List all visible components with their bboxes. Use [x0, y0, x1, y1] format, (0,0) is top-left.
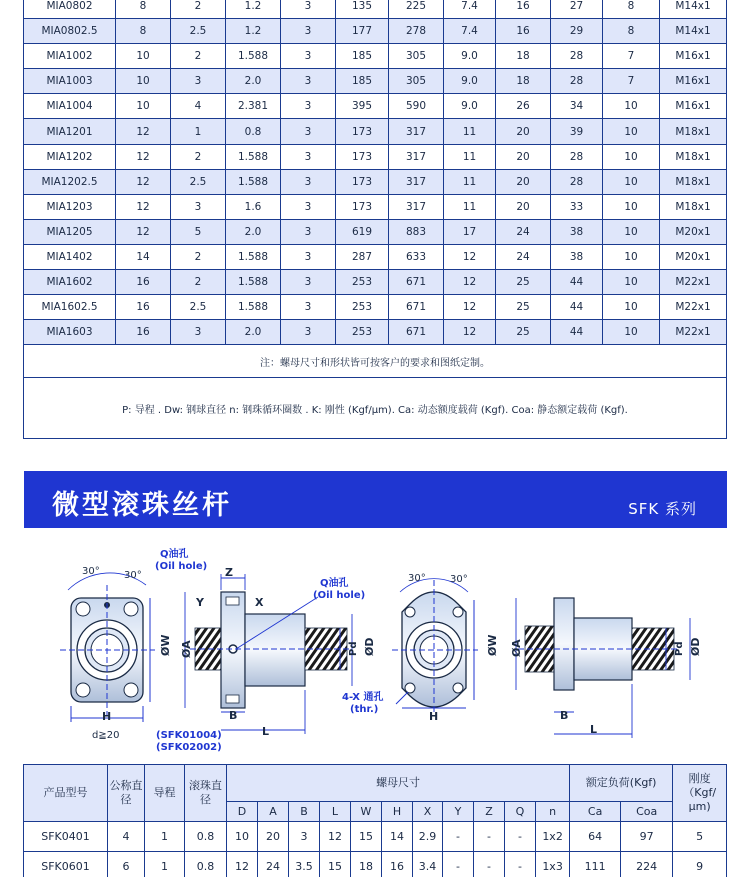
table-cell: MIA1603 — [24, 320, 116, 345]
table-cell: 8 — [603, 19, 660, 44]
col-sub-header: W — [351, 802, 382, 822]
table-cell: 10 — [116, 44, 171, 69]
dim-pd-1: Pd — [348, 641, 359, 656]
table-cell: 8 — [116, 19, 171, 44]
table-cell: M16x1 — [660, 94, 727, 119]
oil-hole-label-cn-2: Q油孔 — [320, 578, 349, 589]
table-cell: 16 — [116, 270, 171, 295]
table-cell: 10 — [603, 219, 660, 244]
table-cell: 317 — [389, 194, 444, 219]
dim-d-1: ØD — [363, 637, 376, 656]
front-view-1 — [60, 573, 155, 722]
table-cell: 671 — [389, 270, 444, 295]
table-cell: 39 — [551, 119, 603, 144]
col-nut-size: 螺母尺寸 — [227, 765, 570, 802]
table-cell: 10 — [603, 119, 660, 144]
table-cell: 1.588 — [226, 295, 281, 320]
dim-pd-2: Pd — [674, 641, 685, 656]
table-cell: 9 — [673, 852, 727, 877]
table-cell: 12 — [227, 852, 258, 877]
col-sub-header: X — [413, 802, 443, 822]
col-sub-header: L — [320, 802, 351, 822]
dim-a-2: ØA — [510, 639, 523, 657]
oil-hole-label-cn: Q油孔 — [160, 549, 189, 560]
col-ball-dia: 滚珠直径 — [185, 765, 227, 822]
table-cell: 2.381 — [226, 94, 281, 119]
table-cell: 1.588 — [226, 270, 281, 295]
table-cell: MIA1402 — [24, 244, 116, 269]
table-cell: M14x1 — [660, 19, 727, 44]
table-row — [24, 94, 727, 119]
table-row — [24, 0, 727, 19]
table-cell: 12 — [444, 270, 496, 295]
table-cell: M20x1 — [660, 244, 727, 269]
table-cell: 12 — [116, 169, 171, 194]
sfk-spec-table — [23, 764, 727, 877]
dim-d-2: ØD — [689, 637, 702, 656]
table-cell: 3 — [281, 94, 336, 119]
table-cell: 10 — [116, 69, 171, 94]
table-cell: 173 — [336, 169, 389, 194]
table-cell: 17 — [444, 219, 496, 244]
table-cell: 8 — [603, 0, 660, 19]
table-cell: 27 — [551, 0, 603, 19]
table-cell: SFK0401 — [24, 822, 108, 852]
table-cell: 2.0 — [226, 320, 281, 345]
table-cell: MIA0802 — [24, 0, 116, 19]
table-row — [24, 19, 727, 44]
table-cell: 0.8 — [185, 822, 227, 852]
angle-label-4: 30° — [450, 574, 468, 585]
table-cell: 25 — [496, 320, 551, 345]
table-cell: 28 — [551, 69, 603, 94]
table-cell: 317 — [389, 119, 444, 144]
table-cell: 12 — [116, 219, 171, 244]
table-cell: 16 — [116, 320, 171, 345]
table-cell: 25 — [496, 295, 551, 320]
table-cell: 185 — [336, 44, 389, 69]
symbol-legend: P: 导程 . Dw: 钢球直径 n: 钢珠循环圈数 . K: 刚性 (Kgf/μm). Ca: 动态额度载荷 (Kgf). Coa: 静态额定载荷 (Kgf). — [24, 378, 727, 439]
table-cell: - — [474, 852, 505, 877]
dim-w-1: ØW — [159, 634, 172, 656]
table-cell: - — [443, 852, 474, 877]
table-cell: 671 — [389, 320, 444, 345]
sfk-table-body — [24, 822, 727, 877]
table-cell: 633 — [389, 244, 444, 269]
table-cell: MIA1004 — [24, 94, 116, 119]
table-cell: 28 — [551, 144, 603, 169]
table-cell: MIA1205 — [24, 219, 116, 244]
col-model: 产品型号 — [24, 765, 108, 822]
table-cell: 44 — [551, 295, 603, 320]
dim-l-2: L — [590, 723, 598, 736]
table-cell: MIA1602.5 — [24, 295, 116, 320]
table-cell: MIA1002 — [24, 44, 116, 69]
table-cell: M20x1 — [660, 219, 727, 244]
dim-x-1: X — [255, 596, 264, 609]
table-cell: 8 — [116, 0, 171, 19]
table-cell: 12 — [116, 194, 171, 219]
table-row — [24, 852, 727, 877]
table-cell: 3 — [281, 219, 336, 244]
d-condition: d≧20 — [92, 730, 120, 741]
side-view-2 — [518, 598, 680, 690]
table-cell: 3 — [281, 169, 336, 194]
table-row — [24, 144, 727, 169]
table-cell: M18x1 — [660, 119, 727, 144]
dim-w-2: ØW — [486, 634, 499, 656]
table-cell: 3 — [281, 295, 336, 320]
table-row — [24, 219, 727, 244]
table-cell: 20 — [496, 119, 551, 144]
table-cell: M18x1 — [660, 194, 727, 219]
table-cell: 1.6 — [226, 194, 281, 219]
table-cell: 9.0 — [444, 94, 496, 119]
table-cell: 253 — [336, 295, 389, 320]
table-cell: 3.5 — [289, 852, 320, 877]
table-cell: 5 — [171, 219, 226, 244]
table-row — [24, 194, 727, 219]
table-row — [24, 320, 727, 345]
table-cell: 28 — [551, 44, 603, 69]
oil-hole-label-en-2: (Oil hole) — [313, 590, 366, 601]
table-cell: 2 — [171, 0, 226, 19]
table-cell: 16 — [382, 852, 413, 877]
angle-label-3: 30° — [408, 573, 426, 584]
table-cell: 253 — [336, 270, 389, 295]
table-cell: 177 — [336, 19, 389, 44]
table-cell: 12 — [444, 244, 496, 269]
table-cell: 26 — [496, 94, 551, 119]
table-cell: 11 — [444, 194, 496, 219]
table-cell: 395 — [336, 94, 389, 119]
custom-note: 注：螺母尺寸和形状皆可按客户的要求和图纸定制。 — [24, 345, 727, 378]
col-sub-header: Ca — [570, 802, 621, 822]
section-banner — [24, 471, 727, 528]
table-cell: 1.588 — [226, 44, 281, 69]
table-cell: 1 — [145, 822, 185, 852]
table-cell: 24 — [496, 244, 551, 269]
col-sub-header: H — [382, 802, 413, 822]
table-cell: 10 — [227, 822, 258, 852]
table-cell: 14 — [116, 244, 171, 269]
table-cell: M16x1 — [660, 69, 727, 94]
table-cell: 3 — [281, 69, 336, 94]
dim-h-2: H — [429, 710, 439, 723]
table-cell: 3 — [281, 194, 336, 219]
table-row — [24, 244, 727, 269]
table-cell: 3 — [289, 822, 320, 852]
table-cell: 12 — [116, 119, 171, 144]
table-cell: MIA1202 — [24, 144, 116, 169]
thru-hole-label-cn: 4-X 通孔 — [342, 692, 384, 703]
table-cell: 619 — [336, 219, 389, 244]
table-cell: 2 — [171, 44, 226, 69]
table-cell: 16 — [496, 19, 551, 44]
table-cell: 24 — [258, 852, 289, 877]
table-cell: 64 — [570, 822, 621, 852]
table-cell: 25 — [496, 270, 551, 295]
table-cell: 11 — [444, 119, 496, 144]
table-cell: 5 — [673, 822, 727, 852]
table-cell: 305 — [389, 44, 444, 69]
table-cell: 2.0 — [226, 69, 281, 94]
table-cell: 7.4 — [444, 0, 496, 19]
table-cell: 2.0 — [226, 219, 281, 244]
table-cell: 16 — [496, 0, 551, 19]
table-cell: 12 — [444, 295, 496, 320]
table-cell: M22x1 — [660, 270, 727, 295]
table-cell: - — [443, 822, 474, 852]
technical-drawing — [0, 530, 750, 760]
table-cell: 11 — [444, 144, 496, 169]
table-cell: 1 — [171, 119, 226, 144]
table-cell: 10 — [603, 194, 660, 219]
table-cell: M16x1 — [660, 44, 727, 69]
table-cell: 0.8 — [226, 119, 281, 144]
table-cell: 16 — [116, 295, 171, 320]
table-cell: 2 — [171, 144, 226, 169]
table-cell: 18 — [351, 852, 382, 877]
table-cell: 2.9 — [413, 822, 443, 852]
thru-hole-label-en: (thr.) — [350, 704, 379, 715]
table-cell: 3 — [281, 0, 336, 19]
table-cell: 9.0 — [444, 44, 496, 69]
table-cell: 15 — [351, 822, 382, 852]
table-cell: 12 — [444, 320, 496, 345]
table-cell: SFK0601 — [24, 852, 108, 877]
section-title: 微型滚珠丝杆 — [52, 490, 232, 521]
table-cell: 20 — [496, 194, 551, 219]
table-cell: 3 — [281, 144, 336, 169]
table-cell: 173 — [336, 119, 389, 144]
table-cell: MIA0802.5 — [24, 19, 116, 44]
table-cell: 3 — [281, 270, 336, 295]
table-cell: 3 — [281, 244, 336, 269]
table-cell: M22x1 — [660, 295, 727, 320]
table-cell: 0.8 — [185, 852, 227, 877]
table-cell: 20 — [258, 822, 289, 852]
table-cell: 2.5 — [171, 19, 226, 44]
table-cell: 671 — [389, 295, 444, 320]
table-cell: 6 — [108, 852, 145, 877]
table-cell: 12 — [320, 822, 351, 852]
table-cell: 2 — [171, 244, 226, 269]
table-cell: 1.588 — [226, 169, 281, 194]
dim-b-1: B — [229, 709, 238, 722]
dim-b-2: B — [560, 709, 569, 722]
col-sub-header: n — [536, 802, 570, 822]
table-cell: 173 — [336, 194, 389, 219]
table-cell: 44 — [551, 320, 603, 345]
table-cell: 883 — [389, 219, 444, 244]
table-cell: M14x1 — [660, 0, 727, 19]
table-cell: 4 — [108, 822, 145, 852]
table-cell: 3 — [171, 320, 226, 345]
col-sub-header: Q — [505, 802, 536, 822]
table-cell: 305 — [389, 69, 444, 94]
table-cell: 15 — [320, 852, 351, 877]
table-cell: 10 — [603, 244, 660, 269]
table-cell: 1x2 — [536, 822, 570, 852]
table-cell: 185 — [336, 69, 389, 94]
table-cell: 20 — [496, 169, 551, 194]
table-cell: 2 — [171, 270, 226, 295]
table-cell: 11 — [444, 169, 496, 194]
angle-label-2: 30° — [124, 570, 142, 581]
table-cell: 10 — [603, 94, 660, 119]
table-cell: 7.4 — [444, 19, 496, 44]
col-rated-load: 额定负荷(Kgf) — [570, 765, 673, 802]
table-cell: 2.5 — [171, 295, 226, 320]
table-cell: 590 — [389, 94, 444, 119]
table-cell: 2.5 — [171, 169, 226, 194]
table-cell: MIA1602 — [24, 270, 116, 295]
table-cell: 4 — [171, 94, 226, 119]
table-cell: 34 — [551, 94, 603, 119]
table-cell: 1.2 — [226, 19, 281, 44]
dim-y: Y — [196, 596, 204, 609]
table-cell: 10 — [603, 144, 660, 169]
table-cell: 18 — [496, 69, 551, 94]
table-cell: 1.588 — [226, 244, 281, 269]
table-cell: - — [474, 822, 505, 852]
front-view-2 — [392, 579, 478, 716]
table-cell: 10 — [603, 320, 660, 345]
col-sub-header: Y — [443, 802, 474, 822]
table-cell: 225 — [389, 0, 444, 19]
table-row — [24, 44, 727, 69]
table-cell: 173 — [336, 144, 389, 169]
table-cell: 12 — [116, 144, 171, 169]
table-cell: 10 — [603, 295, 660, 320]
col-sub-header: Coa — [621, 802, 673, 822]
table-cell: 1 — [145, 852, 185, 877]
col-sub-header: B — [289, 802, 320, 822]
table-cell: MIA1201 — [24, 119, 116, 144]
table-cell: 287 — [336, 244, 389, 269]
dim-l-1: L — [262, 725, 270, 738]
table-cell: - — [505, 852, 536, 877]
table-cell: 10 — [603, 169, 660, 194]
dim-h-1: H — [102, 710, 112, 723]
dim-a-1: ØA — [180, 640, 193, 658]
table-row — [24, 295, 727, 320]
table-cell: - — [505, 822, 536, 852]
table-row — [24, 169, 727, 194]
table-cell: 3 — [281, 320, 336, 345]
table-cell: M22x1 — [660, 320, 727, 345]
model-note-1: (SFK01004) — [156, 730, 222, 741]
col-sub-header: Z — [474, 802, 505, 822]
table-cell: 7 — [603, 69, 660, 94]
table-cell: 111 — [570, 852, 621, 877]
table-row — [24, 270, 727, 295]
table-cell: 3 — [281, 19, 336, 44]
table-cell: M18x1 — [660, 144, 727, 169]
table-cell: 38 — [551, 244, 603, 269]
table-cell: 317 — [389, 144, 444, 169]
col-nominal-dia: 公称直径 — [108, 765, 145, 822]
table-cell: 278 — [389, 19, 444, 44]
table-cell: 10 — [116, 94, 171, 119]
table-cell: 3 — [281, 44, 336, 69]
table-cell: 317 — [389, 169, 444, 194]
table-cell: 3 — [171, 69, 226, 94]
table-cell: MIA1202.5 — [24, 169, 116, 194]
table-cell: 24 — [496, 219, 551, 244]
table-cell: 135 — [336, 0, 389, 19]
table-cell: MIA1203 — [24, 194, 116, 219]
table-cell: 14 — [382, 822, 413, 852]
col-sub-header: D — [227, 802, 258, 822]
table-cell: 18 — [496, 44, 551, 69]
table-cell: 33 — [551, 194, 603, 219]
mia-table-body — [24, 0, 727, 345]
table-cell: 1.2 — [226, 0, 281, 19]
oil-hole-label-en: (Oil hole) — [155, 561, 208, 572]
angle-label-1: 30° — [82, 566, 100, 577]
table-cell: 9.0 — [444, 69, 496, 94]
table-cell: 224 — [621, 852, 673, 877]
col-sub-header: A — [258, 802, 289, 822]
table-cell: MIA1003 — [24, 69, 116, 94]
table-cell: 97 — [621, 822, 673, 852]
table-cell: 3.4 — [413, 852, 443, 877]
table-cell: 1x3 — [536, 852, 570, 877]
side-view-1 — [190, 592, 352, 708]
model-note-2: (SFK02002) — [156, 742, 222, 753]
table-cell: 253 — [336, 320, 389, 345]
table-cell: 3 — [171, 194, 226, 219]
table-cell: 29 — [551, 19, 603, 44]
table-cell: 10 — [603, 270, 660, 295]
table-row — [24, 69, 727, 94]
table-cell: M18x1 — [660, 169, 727, 194]
table-cell: 7 — [603, 44, 660, 69]
dim-z: Z — [225, 566, 233, 579]
table-cell: 1.588 — [226, 144, 281, 169]
table-cell: 3 — [281, 119, 336, 144]
table-cell: 44 — [551, 270, 603, 295]
col-lead: 导程 — [145, 765, 185, 822]
table-cell: 38 — [551, 219, 603, 244]
col-stiffness: 刚度（Kgf/μm) — [673, 765, 727, 822]
series-label: SFK 系列 — [628, 500, 697, 518]
table-row — [24, 822, 727, 852]
table-cell: 28 — [551, 169, 603, 194]
mia-spec-table — [23, 0, 727, 439]
table-row — [24, 119, 727, 144]
table-cell: 20 — [496, 144, 551, 169]
